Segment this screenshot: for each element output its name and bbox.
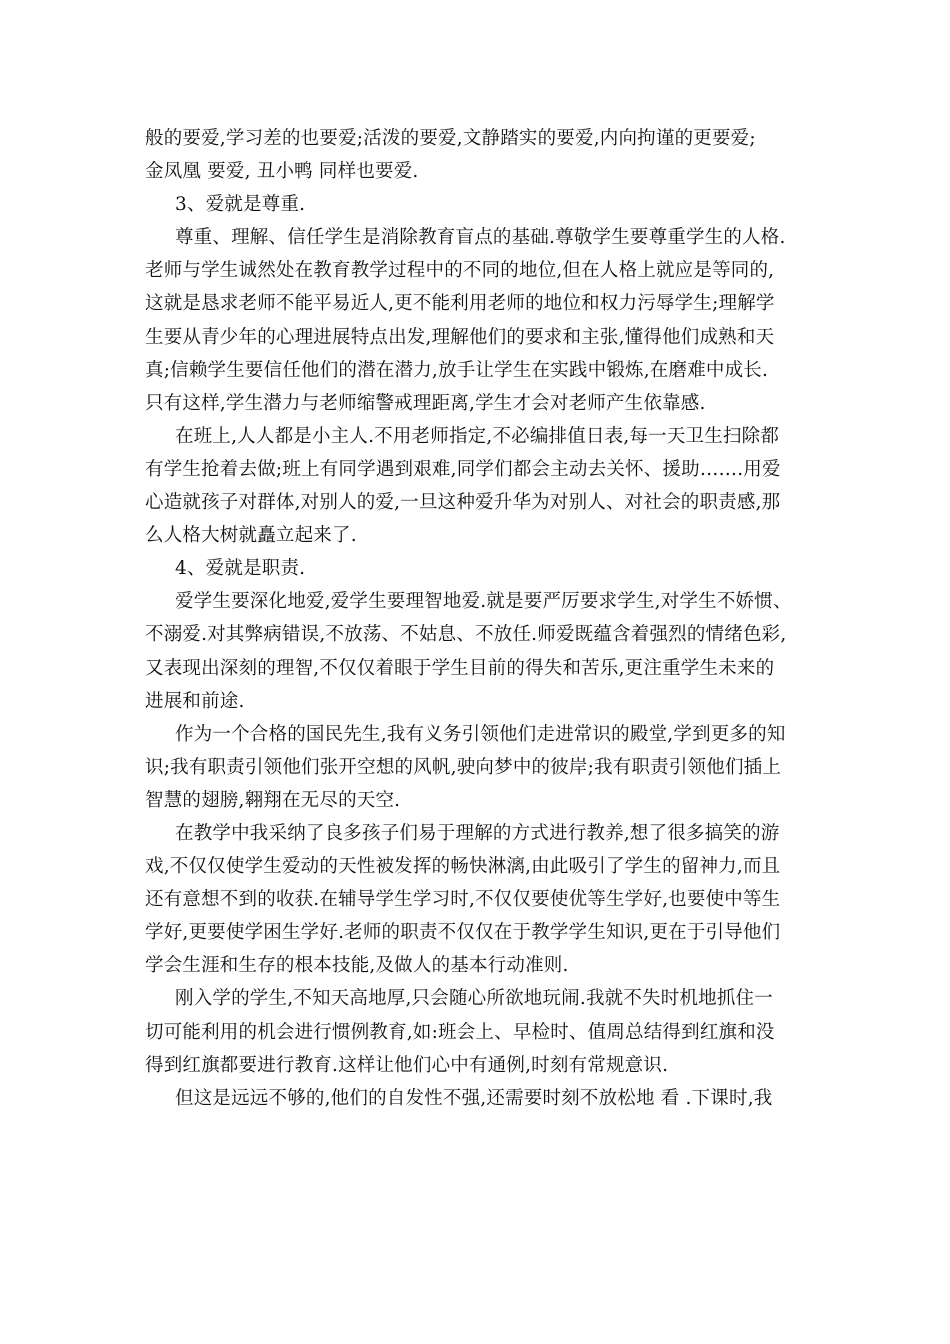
text-line: 这就是恳求老师不能平易近人,更不能利用老师的地位和权力污辱学生;理解学 (145, 293, 775, 315)
text-line: 尊重、理解、信任学生是消除教育盲点的基础.尊敬学生要尊重学生的人格. (175, 227, 786, 249)
text-line: 不溺爱.对其弊病错误,不放荡、不姑息、不放任.师爱既蕴含着强烈的情绪色彩, (145, 624, 787, 646)
document-body (145, 122, 807, 1115)
text-line: 得到红旗都要进行教育.这样让他们心中有通例,时刻有常规意识. (145, 1054, 669, 1076)
text-line: 金凤凰 要爱, 丑小鸭 同样也要爱. (145, 161, 419, 183)
text-line: 么人格大树就矗立起来了. (145, 525, 357, 547)
text-line: 在教学中我采纳了良多孩子们易于理解的方式进行教养,想了很多搞笑的游 (175, 822, 780, 844)
text-line: 识;我有职责引领他们张开空想的风帆,驶向梦中的彼岸;我有职责引领他们插上 (145, 756, 782, 778)
section-heading: 3、爱就是尊重. (175, 194, 306, 216)
text-line: 只有这样,学生潜力与老师缩警戒理距离,学生才会对老师产生依靠感. (145, 392, 706, 414)
text-line: 学会生涯和生存的根本技能,及做人的基本行动准则. (145, 955, 569, 977)
text-line: 生要从青少年的心理进展特点出发,理解他们的要求和主张,懂得他们成熟和天 (145, 326, 775, 348)
text-line: 还有意想不到的收获.在辅导学生学习时,不仅仅要使优等生学好,也要使中等生 (145, 889, 781, 911)
text-line: 般的要爱,学习差的也要爱;活泼的要爱,文静踏实的要爱,内向拘谨的更要爱; (145, 128, 756, 149)
text-line: 在班上,人人都是小主人.不用老师指定,不必编排值日表,每一天卫生扫除都 (175, 425, 780, 447)
section-heading: 4、爱就是职责. (175, 558, 306, 580)
text-line: 学好,更要使学困生学好.老师的职责不仅仅在于教学学生知识,更在于引导他们 (145, 922, 781, 944)
text-line: 戏,不仅仅使学生爱动的天性被发挥的畅快淋漓,由此吸引了学生的留神力,而且 (145, 856, 781, 878)
text-line: 老师与学生诚然处在教育教学过程中的不同的地位,但在人格上就应是等同的, (145, 260, 775, 282)
text-line: 又表现出深刻的理智,不仅仅着眼于学生目前的得失和苦乐,更注重学生未来的 (145, 657, 775, 679)
text-line: 刚入学的学生,不知天高地厚,只会随心所欲地玩闹.我就不失时机地抓住一 (175, 988, 773, 1010)
text-line: 有学生抢着去做;班上有同学遇到艰难,同学们都会主动去关怀、援助…….用爱 (145, 458, 781, 480)
text-line: 作为一个合格的国民先生,我有义务引领他们走进常识的殿堂,学到更多的知 (175, 723, 786, 745)
text-line: 智慧的翅膀,翱翔在无尽的天空. (145, 789, 401, 811)
text-line: 真;信赖学生要信任他们的潜在潜力,放手让学生在实践中锻炼,在磨难中成长. (145, 359, 769, 381)
text-line: 但这是远远不够的,他们的自发性不强,还需要时刻不放松地 看 .下课时,我 (175, 1087, 773, 1109)
text-line: 心造就孩子对群体,对别人的爱,一旦这种爱升华为对别人、对社会的职责感,那 (145, 492, 781, 514)
text-line: 切可能利用的机会进行惯例教育,如:班会上、早检时、值周总结得到红旗和没 (145, 1021, 775, 1043)
text-line: 进展和前途. (145, 690, 245, 712)
text-line: 爱学生要深化地爱,爱学生要理智地爱.就是要严厉要求学生,对学生不娇惯、 (175, 591, 792, 613)
